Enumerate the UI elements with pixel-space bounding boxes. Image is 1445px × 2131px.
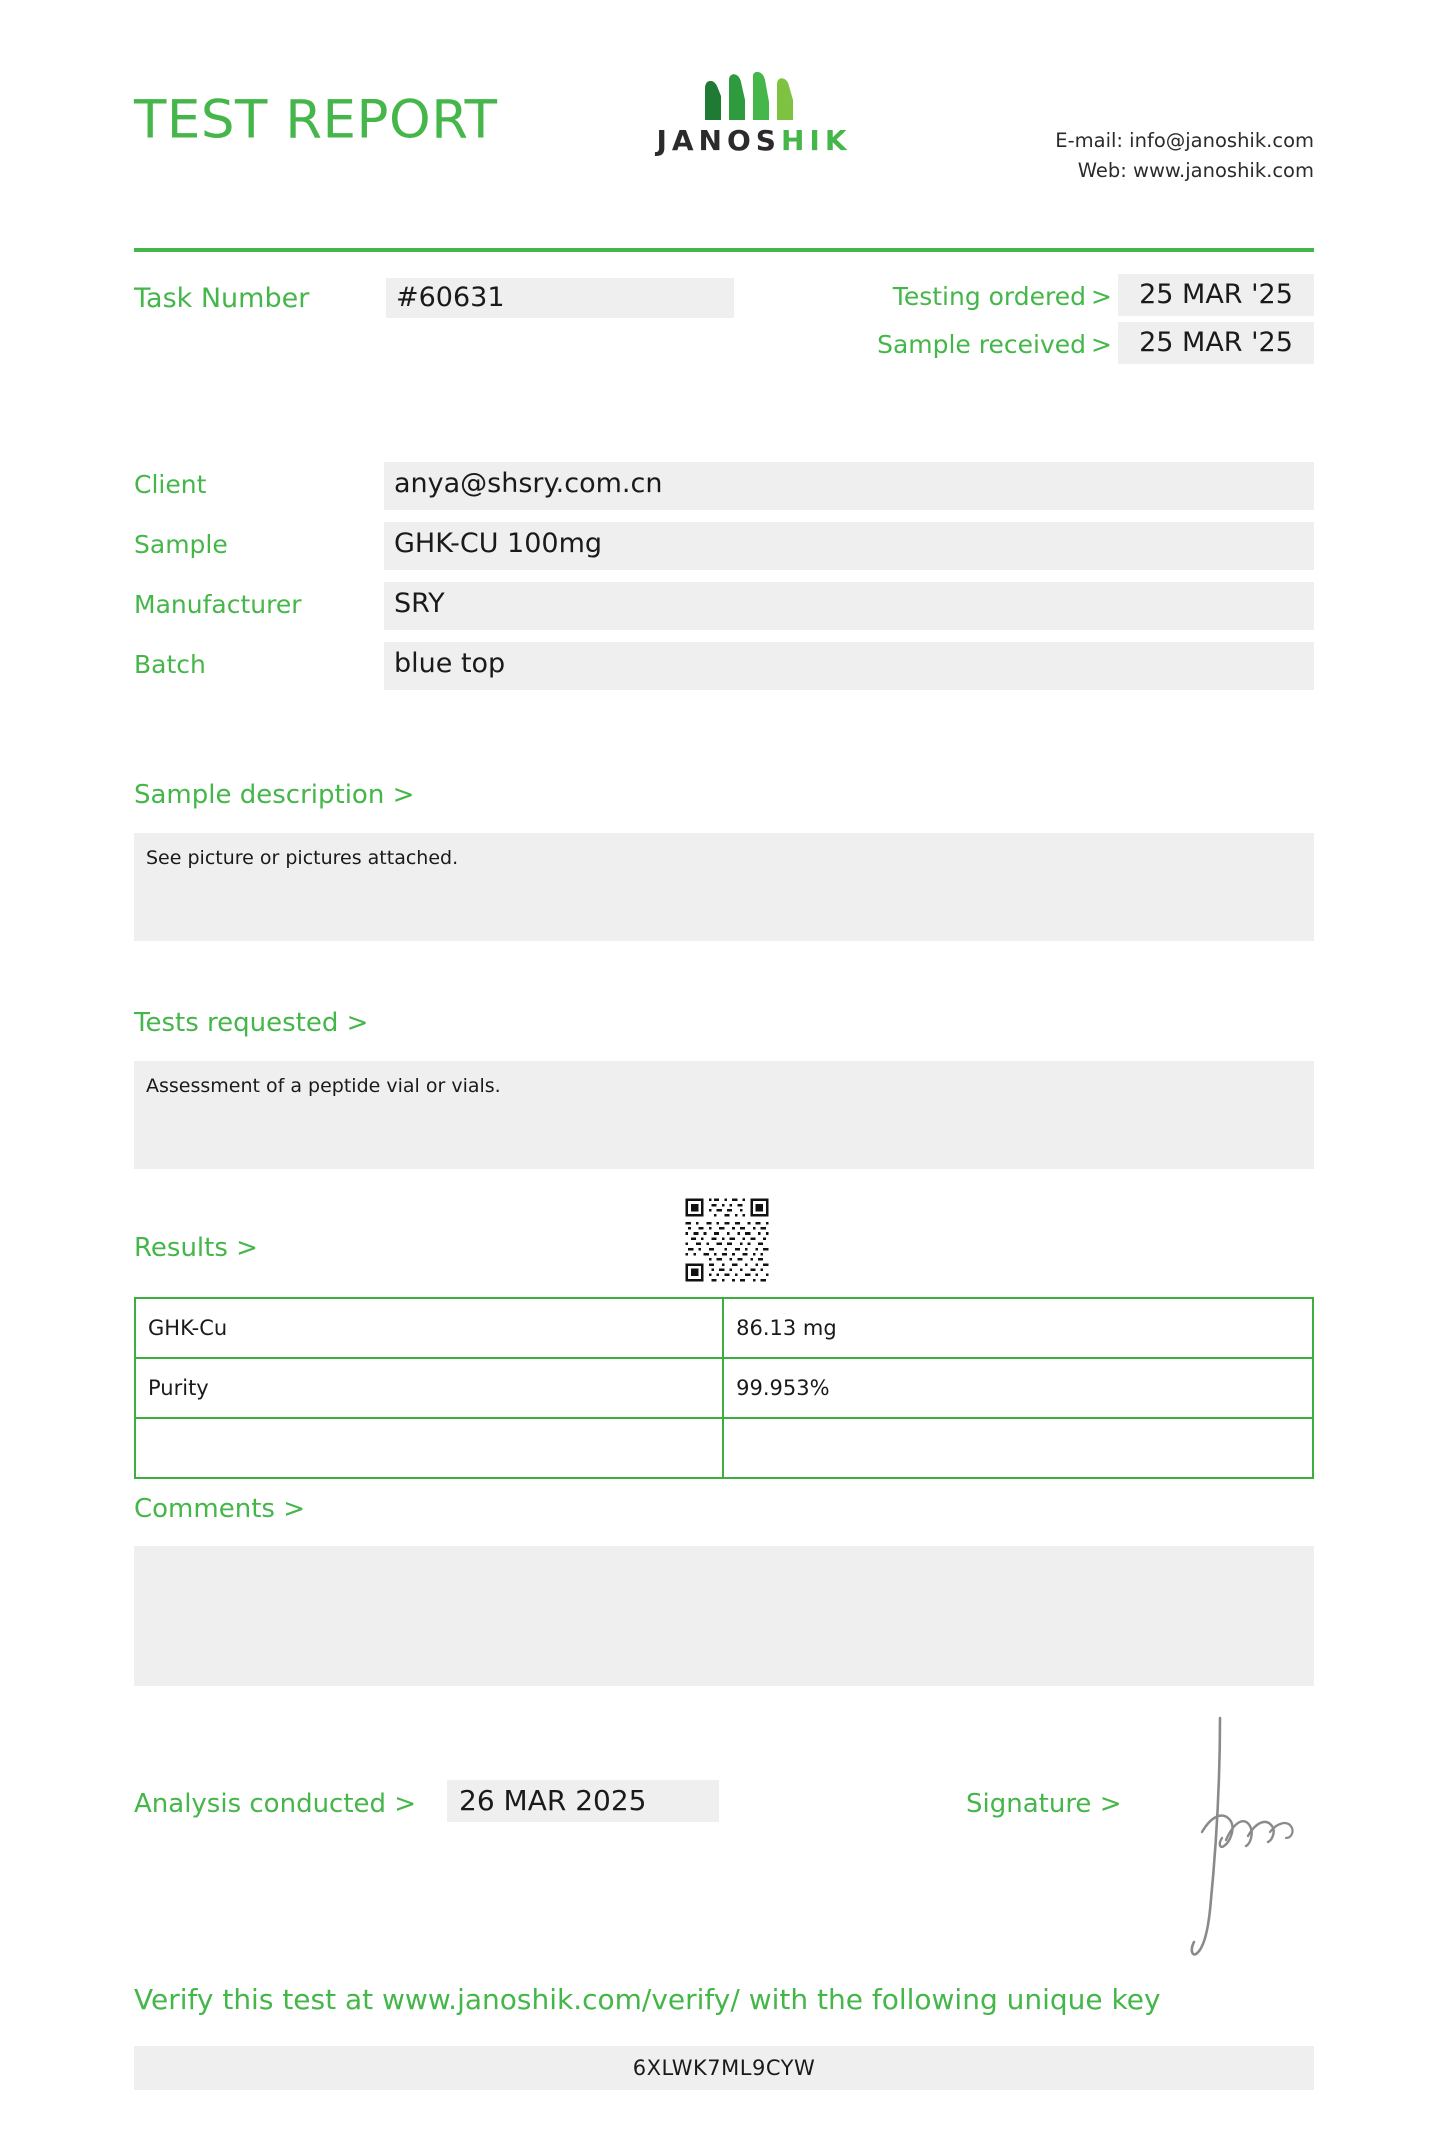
comments-text [134,1546,1314,1686]
verify-text: Verify this test at www.janoshik.com/verify/ with the following unique key [134,1983,1161,2016]
result-value [723,1418,1313,1478]
comments-heading: Comments > [134,1494,305,1524]
table-row [135,1418,1313,1478]
sample-received-arrow: > [1091,330,1112,359]
report-header [0,0,1445,200]
signature-label: Signature > [966,1789,1122,1819]
testing-ordered-arrow: > [1091,282,1112,311]
results-table [134,1297,1314,1479]
manufacturer-value: SRY [384,582,1314,630]
qr-code-icon [676,1196,778,1284]
janoshik-logo [629,70,879,157]
manufacturer-row [134,582,1314,642]
sample-received-label: Sample received [877,330,1086,359]
sample-description-heading: Sample description > [134,780,415,810]
result-name: Purity [135,1358,723,1418]
sample-label: Sample [134,530,228,559]
testing-ordered-row [754,274,1314,322]
sample-row [134,522,1314,582]
logo-wordmark [629,124,879,157]
batch-row [134,642,1314,702]
result-value: 99.953% [723,1358,1313,1418]
results-heading: Results > [134,1233,258,1263]
manufacturer-label: Manufacturer [134,590,302,619]
table-row [135,1298,1313,1358]
client-label: Client [134,470,207,499]
batch-label: Batch [134,650,206,679]
result-name: GHK-Cu [135,1298,723,1358]
client-value: anya@shsry.com.cn [384,462,1314,510]
result-name [135,1418,723,1478]
tests-requested-text: Assessment of a peptide vial or vials. [134,1061,1314,1169]
contact-web: Web: www.janoshik.com [1077,159,1314,183]
contact-email: E-mail: info@janoshik.com [1055,129,1314,152]
unique-key-value: 6XLWK7ML9CYW [134,2046,1314,2090]
tests-requested-heading: Tests requested > [134,1008,369,1038]
result-value: 86.13 mg [723,1298,1313,1358]
contact-info [1055,126,1314,186]
testing-ordered-value: 25 MAR '25 [1118,274,1314,316]
analysis-conducted-value: 26 MAR 2025 [447,1780,719,1822]
date-block [754,274,1314,370]
task-number-label: Task Number [134,283,310,314]
logo-wordmark-dark: JANOS [656,124,781,157]
logo-mark-icon [629,70,879,122]
logo-wordmark-green: HIK [780,124,852,157]
task-number-value: #60631 [386,278,734,318]
analysis-conducted-label: Analysis conducted > [134,1789,417,1819]
table-row [135,1358,1313,1418]
batch-value: blue top [384,642,1314,690]
testing-ordered-label: Testing ordered [892,282,1086,311]
signature-image [1180,1710,1320,1960]
client-row [134,462,1314,522]
sample-received-row [754,322,1314,370]
page-title: TEST REPORT [134,89,498,151]
sample-description-text: See picture or pictures attached. [134,833,1314,941]
sample-received-value: 25 MAR '25 [1118,322,1314,364]
task-number-row [134,278,1314,359]
info-block [134,462,1314,702]
sample-value: GHK-CU 100mg [384,522,1314,570]
header-divider [134,248,1314,252]
